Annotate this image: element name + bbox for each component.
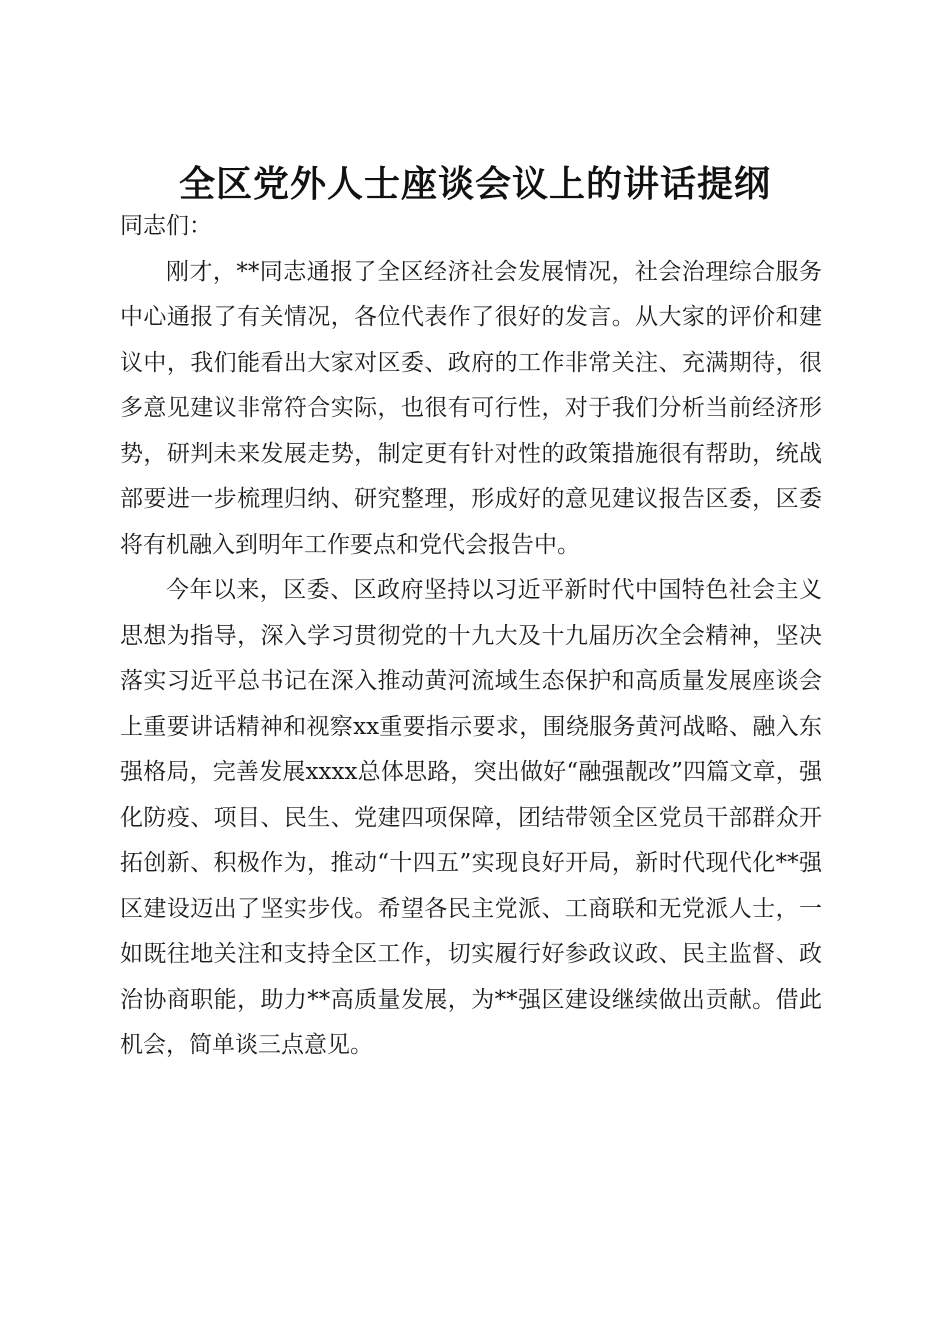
paragraph-1: 刚才，**同志通报了全区经济社会发展情况，社会治理综合服务中心通报了有关情况，各位代表作了很好的发言。从大家的评价和建议中，我们能看出大家对区委、政府的工作非常关注、充满期待，很多意见建议非常符合实际，也很有可行性，对于我们分析当前经济形势，研判未来发展走势，制定更有针对性的政策措施很有帮助，统战部要进一步梳理归纳、研究整理，形成好的意见建议报告区委，区委将有机融入到明年工作要点和党代会报告中。	[120, 258, 822, 558]
salutation: 同志们：	[120, 213, 212, 239]
paragraph-2: 今年以来，区委、区政府坚持以习近平新时代中国特色社会主义思想为指导，深入学习贯彻党的十九大及十九届历次全会精神，坚决落实习近平总书记在深入推动黄河流域生态保护和高质量发展座谈会上重要讲话精神和视察xx重要指示要求，围绕服务黄河战略、融入东强格局，完善发展xxxx总体思路，突出做好“融强靓改”四篇文章，强化防疫、项目、民生、党建四项保障，团结带领全区党员干部群众开拓创新、积极作为，推动“十四五”实现良好开局，新时代现代化**强区建设迈出了坚实步伐。希望各民主党派、工商联和无党派人士，一如既往地关注和支持全区工作，切实履行好参政议政、民主监督、政治协商职能，助力**高质量发展，为**强区建设继续做出贡献。借此机会，简单谈三点意见。	[120, 577, 822, 1058]
document-title: 全区党外人士座谈会议上的讲话提纲	[178, 163, 771, 206]
document-body	[120, 204, 822, 1069]
